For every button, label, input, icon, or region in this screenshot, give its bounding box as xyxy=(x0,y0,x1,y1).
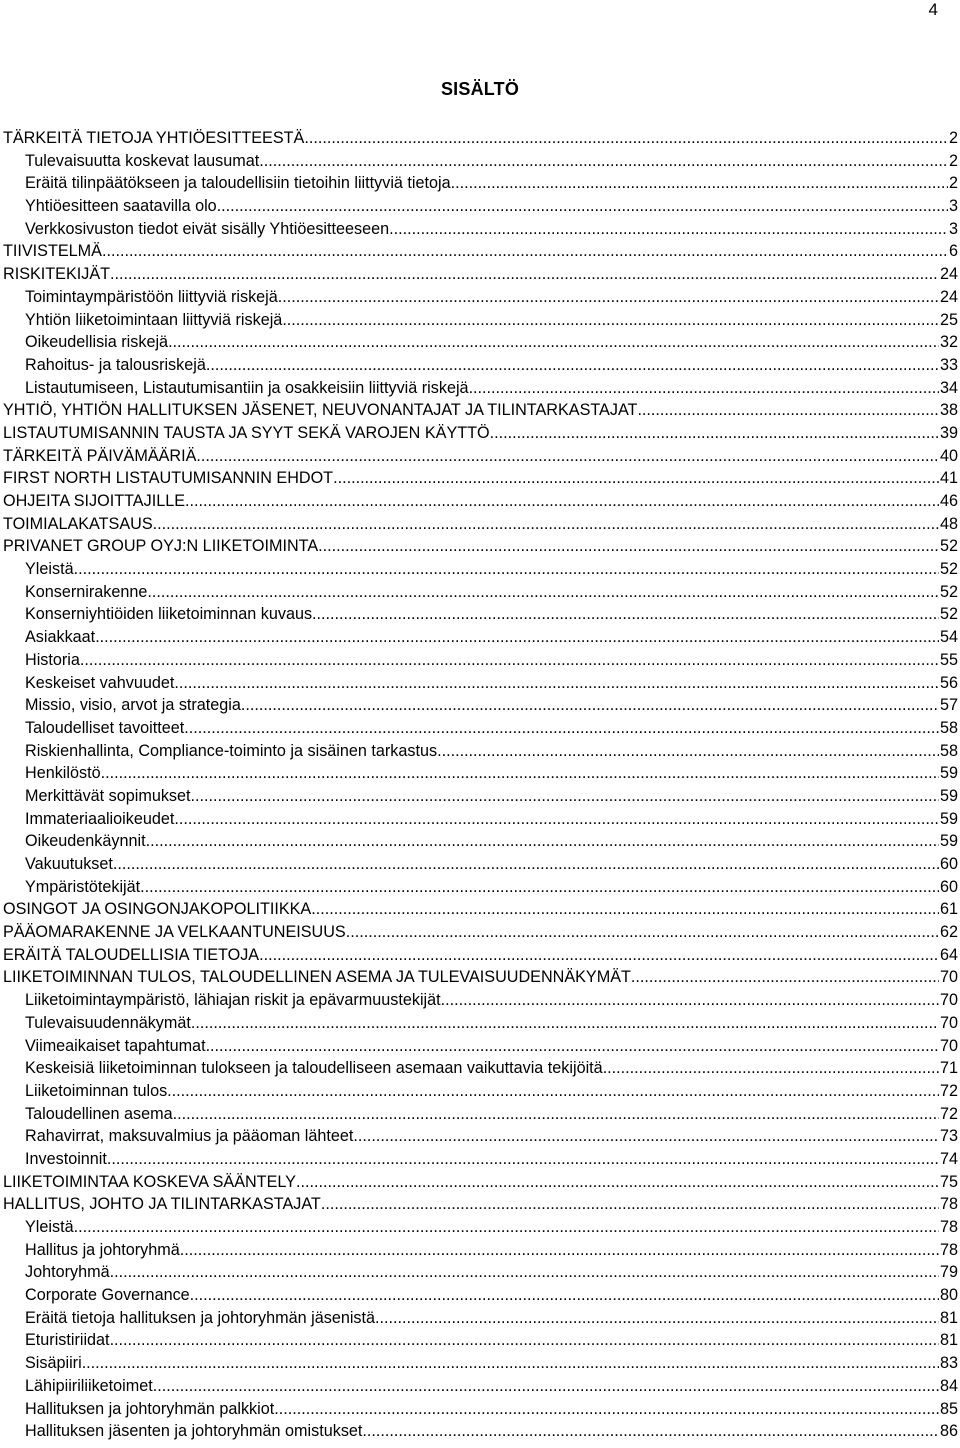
toc-entry[interactable] xyxy=(3,172,958,195)
toc-entry-page: 57 xyxy=(939,696,958,715)
toc-dot-leader xyxy=(107,1148,939,1171)
toc-entry-page: 64 xyxy=(939,945,958,964)
toc-entry-title: Yhtiöesitteen saatavilla olo xyxy=(25,197,217,216)
toc-entry-page: 81 xyxy=(939,1308,958,1327)
toc-entry[interactable] xyxy=(3,898,958,921)
toc-entry[interactable] xyxy=(3,467,958,490)
toc-entry-title: LIIKETOIMINNAN TULOS, TALOUDELLINEN ASEMA JA TULEVAISUUDENNÄKYMÄT xyxy=(3,968,631,987)
toc-dot-leader xyxy=(74,1216,939,1239)
toc-entry-page: 52 xyxy=(939,537,958,556)
toc-entry-page: 60 xyxy=(939,877,958,896)
toc-dot-leader xyxy=(206,1035,939,1058)
toc-entry-title: Oikeudenkäynnit xyxy=(25,832,146,851)
toc-dot-leader xyxy=(333,467,939,490)
toc-entry[interactable] xyxy=(3,218,958,241)
toc-entry[interactable] xyxy=(3,1261,958,1284)
toc-entry-page: 52 xyxy=(939,560,958,579)
toc-entry-page: 24 xyxy=(939,265,958,284)
toc-dot-leader xyxy=(603,1057,939,1080)
toc-dot-leader xyxy=(441,989,939,1012)
toc-entry[interactable] xyxy=(3,1171,958,1194)
toc-dot-leader xyxy=(206,354,939,377)
toc-entry-title: Johtoryhmä xyxy=(25,1263,110,1282)
toc-entry[interactable] xyxy=(3,1398,958,1421)
toc-dot-leader xyxy=(346,921,939,944)
toc-entry-title: Taloudellinen asema xyxy=(25,1104,173,1123)
toc-entry-title: Historia xyxy=(25,650,80,669)
toc-dot-leader xyxy=(173,1103,939,1126)
toc-entry-page: 58 xyxy=(939,741,958,760)
toc-entry-title: Asiakkaat xyxy=(25,628,96,647)
toc-dot-leader xyxy=(110,1261,939,1284)
toc-entry-page: 86 xyxy=(939,1422,958,1441)
toc-entry-title: ERÄITÄ TALOUDELLISIA TIETOJA xyxy=(3,945,260,964)
toc-entry[interactable] xyxy=(3,830,958,853)
toc-entry-page: 59 xyxy=(939,764,958,783)
toc-entry-page: 3 xyxy=(948,197,958,216)
toc-entry-title: Keskeiset vahvuudet xyxy=(25,673,175,692)
toc-entry-page: 80 xyxy=(939,1286,958,1305)
toc-entry[interactable] xyxy=(3,1329,958,1352)
toc-entry[interactable] xyxy=(3,513,958,536)
toc-entry-title: Yhtiön liiketoimintaan liittyviä riskejä xyxy=(25,310,283,329)
toc-entry-title: Sisäpiiri xyxy=(25,1354,82,1373)
toc-entry-page: 3 xyxy=(948,219,958,238)
toc-dot-leader xyxy=(191,1012,939,1035)
toc-entry-page: 54 xyxy=(939,628,958,647)
toc-dot-leader xyxy=(362,1420,939,1443)
toc-dot-leader xyxy=(180,1239,939,1262)
toc-entry-title: PRIVANET GROUP OYJ:N LIIKETOIMINTA xyxy=(3,537,319,556)
toc-entry-page: 72 xyxy=(939,1104,958,1123)
toc-entry[interactable] xyxy=(3,150,958,173)
toc-entry[interactable] xyxy=(3,785,958,808)
toc-entry[interactable] xyxy=(3,808,958,831)
toc-entry-page: 85 xyxy=(939,1399,958,1418)
toc-entry-title: Oikeudellisia riskejä xyxy=(25,333,169,352)
toc-entry-page: 70 xyxy=(939,1036,958,1055)
toc-entry-page: 2 xyxy=(948,129,958,147)
toc-entry-page: 39 xyxy=(939,423,958,442)
toc-dot-leader xyxy=(146,830,939,853)
toc-entry-page: 70 xyxy=(939,991,958,1010)
toc-entry[interactable] xyxy=(3,286,958,309)
toc-entry-page: 75 xyxy=(939,1172,958,1191)
toc-entry-title: Keskeisiä liiketoiminnan tulokseen ja taloudelliseen asemaan vaikuttavia tekijöitä xyxy=(25,1059,603,1078)
toc-dot-leader xyxy=(110,1329,939,1352)
toc-entry-title: Rahoitus- ja talousriskejä xyxy=(25,355,206,374)
toc-dot-leader xyxy=(167,1080,939,1103)
toc-dot-leader xyxy=(101,762,939,785)
toc-entry-title: Eturistiriidat xyxy=(25,1331,110,1350)
toc-dot-leader xyxy=(102,240,948,263)
toc-entry-title: Hallitus ja johtoryhmä xyxy=(25,1240,180,1259)
toc-entry-page: 6 xyxy=(948,242,958,261)
toc-entry[interactable] xyxy=(3,399,958,422)
toc-entry[interactable] xyxy=(3,354,958,377)
toc-entry-page: 72 xyxy=(939,1081,958,1100)
toc-dot-leader xyxy=(469,377,939,400)
toc-entry-page: 24 xyxy=(939,287,958,306)
toc-entry-title: TIIVISTELMÄ xyxy=(3,242,102,261)
toc-entry-title: Toimintaympäristöön liittyviä riskejä xyxy=(25,287,278,306)
toc-dot-leader xyxy=(185,490,939,513)
toc-entry[interactable] xyxy=(3,649,958,672)
toc-entry-page: 46 xyxy=(939,492,958,510)
toc-dot-leader xyxy=(82,1352,939,1375)
toc-entry-title: Yleistä xyxy=(25,1218,74,1236)
toc-entry-title: Konserniyhtiöiden liiketoiminnan kuvaus xyxy=(25,605,313,624)
toc-dot-leader xyxy=(95,626,939,649)
toc-entry-page: 61 xyxy=(939,900,958,919)
toc-entry[interactable] xyxy=(3,1057,958,1080)
toc-entry-page: 60 xyxy=(939,855,958,873)
toc-entry-page: 70 xyxy=(939,1013,958,1032)
toc-dot-leader xyxy=(140,876,939,899)
toc-entry[interactable] xyxy=(3,127,958,150)
toc-entry-title: TÄRKEITÄ PÄIVÄMÄÄRIÄ xyxy=(3,446,197,465)
toc-entry-title: Merkittävät sopimukset xyxy=(25,786,191,805)
toc-entry-page: 78 xyxy=(939,1240,958,1259)
toc-entry[interactable] xyxy=(3,876,958,899)
toc-entry[interactable] xyxy=(3,1420,958,1443)
toc-entry[interactable] xyxy=(3,195,958,218)
page-title: SISÄLTÖ xyxy=(440,79,520,99)
toc-entry-page: 52 xyxy=(939,605,958,624)
toc-entry-page: 56 xyxy=(939,673,958,692)
toc-entry-page: 73 xyxy=(939,1127,958,1146)
toc-entry[interactable] xyxy=(3,921,958,944)
toc-entry[interactable] xyxy=(3,422,958,445)
toc-entry[interactable] xyxy=(3,966,958,989)
toc-dot-leader xyxy=(296,1171,939,1194)
toc-dot-leader xyxy=(190,1284,939,1307)
toc-dot-leader xyxy=(375,1307,939,1330)
toc-entry-title: Tulevaisuudennäkymät xyxy=(25,1013,191,1032)
toc-entry-page: 32 xyxy=(939,333,958,352)
toc-dot-leader xyxy=(259,944,939,967)
toc-entry[interactable] xyxy=(3,558,958,581)
toc-dot-leader xyxy=(490,422,939,445)
toc-entry-title: OHJEITA SIJOITTAJILLE xyxy=(3,492,185,510)
toc-dot-leader xyxy=(174,808,939,831)
toc-dot-leader xyxy=(113,853,939,876)
toc-entry[interactable] xyxy=(3,331,958,354)
toc-entry-title: Immateriaalioikeudet xyxy=(25,809,175,828)
toc-entry[interactable] xyxy=(3,1148,958,1171)
toc-entry[interactable] xyxy=(3,944,958,967)
toc-entry[interactable] xyxy=(3,1216,958,1239)
toc-dot-leader xyxy=(637,399,939,422)
toc-entry-title: LISTAUTUMISANNIN TAUSTA JA SYYT SEKÄ VAROJEN KÄYTTÖ xyxy=(3,423,490,442)
toc-entry-title: Eräitä tietoja hallituksen ja johtoryhmän jäsenistä xyxy=(25,1308,376,1327)
toc-dot-leader xyxy=(196,445,939,468)
toc-dot-leader xyxy=(217,195,948,218)
toc-entry-title: Tulevaisuutta koskevat lausumat xyxy=(25,151,260,170)
toc-entry-page: 48 xyxy=(939,514,958,533)
toc-entry-page: 83 xyxy=(939,1354,958,1373)
toc-dot-leader xyxy=(241,694,939,717)
toc-entry[interactable] xyxy=(3,377,958,400)
toc-dot-leader xyxy=(389,218,948,241)
toc-entry-page: 52 xyxy=(939,582,958,601)
toc-dot-leader xyxy=(353,1125,939,1148)
toc-dot-leader xyxy=(278,286,939,309)
toc-entry-page: 78 xyxy=(939,1195,958,1214)
toc-entry-page: 62 xyxy=(939,923,958,942)
toc-entry-title: LIIKETOIMINTAA KOSKEVA SÄÄNTELY xyxy=(3,1172,296,1191)
table-of-contents xyxy=(3,127,958,1443)
toc-entry-page: 34 xyxy=(939,378,958,397)
toc-dot-leader xyxy=(437,740,939,763)
toc-dot-leader xyxy=(168,331,939,354)
toc-entry-title: PÄÄOMARAKENNE JA VELKAANTUNEISUUS xyxy=(3,923,346,942)
toc-entry[interactable] xyxy=(3,1375,958,1398)
toc-entry-title: Viimeaikaiset tapahtumat xyxy=(25,1036,206,1055)
toc-dot-leader xyxy=(147,581,939,604)
toc-dot-leader xyxy=(304,127,948,150)
toc-entry-title: Taloudelliset tavoitteet xyxy=(25,718,185,737)
toc-entry-page: 2 xyxy=(948,174,958,193)
toc-dot-leader xyxy=(321,1193,939,1216)
toc-entry-title: YHTIÖ, YHTIÖN HALLITUKSEN JÄSENET, NEUVONANTAJAT JA TILINTARKASTAJAT xyxy=(3,401,638,420)
toc-entry-page: 79 xyxy=(939,1263,958,1282)
toc-entry-title: Liiketoiminnan tulos xyxy=(25,1081,168,1100)
toc-entry[interactable] xyxy=(3,1125,958,1148)
toc-entry[interactable] xyxy=(3,240,958,263)
toc-entry-page: 71 xyxy=(939,1059,958,1078)
toc-dot-leader xyxy=(318,535,939,558)
toc-entry[interactable] xyxy=(3,581,958,604)
toc-entry-title: OSINGOT JA OSINGONJAKOPOLITIIKKA xyxy=(3,900,312,919)
toc-entry[interactable] xyxy=(3,1103,958,1126)
toc-entry[interactable] xyxy=(3,263,958,286)
toc-entry-page: 78 xyxy=(939,1218,958,1236)
toc-entry[interactable] xyxy=(3,445,958,468)
toc-entry[interactable] xyxy=(3,1080,958,1103)
toc-entry-page: 59 xyxy=(939,786,958,805)
toc-entry[interactable] xyxy=(3,717,958,740)
toc-entry[interactable] xyxy=(3,1284,958,1307)
toc-entry-title: Verkkosivuston tiedot eivät sisälly Yhtiöesitteeseen xyxy=(25,219,390,238)
toc-entry[interactable] xyxy=(3,989,958,1012)
toc-entry-page: 81 xyxy=(939,1331,958,1350)
toc-entry-title: Hallituksen jäsenten ja johtoryhmän omistukset xyxy=(25,1422,363,1441)
toc-entry-page: 74 xyxy=(939,1149,958,1168)
toc-dot-leader xyxy=(274,1398,939,1421)
toc-entry-page: 33 xyxy=(939,355,958,374)
toc-entry-title: Henkilöstö xyxy=(25,764,101,783)
toc-entry-page: 70 xyxy=(939,968,958,987)
toc-dot-leader xyxy=(153,1375,939,1398)
toc-entry-title: Liiketoimintaympäristö, lähiajan riskit ja epävarmuustekijät xyxy=(25,991,441,1010)
toc-entry-title: Corporate Governance xyxy=(25,1286,190,1305)
toc-entry-page: 58 xyxy=(939,718,958,737)
toc-entry-page: 40 xyxy=(939,446,958,465)
toc-dot-leader xyxy=(451,172,948,195)
toc-entry-title: Rahavirrat, maksuvalmius ja pääoman lähteet xyxy=(25,1127,354,1146)
toc-entry-page: 38 xyxy=(939,401,958,420)
toc-entry-title: Listautumiseen, Listautumisantiin ja osakkeisiin liittyviä riskejä xyxy=(25,378,469,397)
toc-entry[interactable] xyxy=(3,1012,958,1035)
page-number: 4 xyxy=(928,0,938,19)
toc-entry[interactable] xyxy=(3,672,958,695)
toc-entry-page: 41 xyxy=(939,469,958,488)
toc-entry[interactable] xyxy=(3,1307,958,1330)
toc-dot-leader xyxy=(259,150,948,173)
toc-entry-title: Lähipiiriliiketoimet xyxy=(25,1376,153,1395)
toc-entry-title: TÄRKEITÄ TIETOJA YHTIÖESITTEESTÄ xyxy=(3,129,305,147)
toc-entry[interactable] xyxy=(3,1239,958,1262)
toc-entry[interactable] xyxy=(3,762,958,785)
toc-dot-leader xyxy=(312,603,939,626)
toc-entry-title: Eräitä tilinpäätökseen ja taloudellisiin tietoihin liittyviä tietoja xyxy=(25,174,451,193)
toc-entry-page: 2 xyxy=(948,151,958,170)
toc-dot-leader xyxy=(80,649,939,672)
toc-entry-title: TOIMIALAKATSAUS xyxy=(3,514,153,533)
toc-entry[interactable] xyxy=(3,535,958,558)
toc-entry-title: Konsernirakenne xyxy=(25,582,148,601)
toc-entry[interactable] xyxy=(3,1352,958,1375)
toc-entry-title: Investoinnit xyxy=(25,1149,107,1168)
toc-entry-title: HALLITUS, JOHTO JA TILINTARKASTAJAT xyxy=(3,1195,321,1214)
toc-dot-leader xyxy=(311,898,939,921)
toc-dot-leader xyxy=(282,309,939,332)
toc-entry[interactable] xyxy=(3,309,958,332)
toc-entry-title: Riskienhallinta, Compliance-toiminto ja sisäinen tarkastus xyxy=(25,741,438,760)
toc-dot-leader xyxy=(153,513,939,536)
toc-entry-page: 25 xyxy=(939,310,958,329)
toc-entry[interactable] xyxy=(3,853,958,876)
toc-entry[interactable] xyxy=(3,626,958,649)
toc-entry[interactable] xyxy=(3,490,958,513)
toc-entry-title: Vakuutukset xyxy=(25,855,113,873)
toc-entry[interactable] xyxy=(3,740,958,763)
toc-entry-page: 84 xyxy=(939,1376,958,1395)
toc-dot-leader xyxy=(74,558,939,581)
toc-entry[interactable] xyxy=(3,1035,958,1058)
toc-entry-title: Ympäristötekijät xyxy=(25,877,141,896)
toc-entry[interactable] xyxy=(3,694,958,717)
toc-entry-title: Missio, visio, arvot ja strategia xyxy=(25,696,241,715)
toc-entry[interactable] xyxy=(3,1193,958,1216)
toc-entry[interactable] xyxy=(3,603,958,626)
toc-dot-leader xyxy=(174,672,939,695)
toc-entry-page: 55 xyxy=(939,650,958,669)
toc-dot-leader xyxy=(191,785,939,808)
toc-entry-title: Hallituksen ja johtoryhmän palkkiot xyxy=(25,1399,275,1418)
toc-entry-title: Yleistä xyxy=(25,560,74,579)
toc-dot-leader xyxy=(631,966,939,989)
toc-entry-page: 59 xyxy=(939,809,958,828)
toc-entry-page: 59 xyxy=(939,832,958,851)
toc-dot-leader xyxy=(110,263,939,286)
toc-entry-title: FIRST NORTH LISTAUTUMISANNIN EHDOT xyxy=(3,469,334,488)
toc-entry-title: RISKITEKIJÄT xyxy=(3,265,111,284)
toc-dot-leader xyxy=(184,717,939,740)
